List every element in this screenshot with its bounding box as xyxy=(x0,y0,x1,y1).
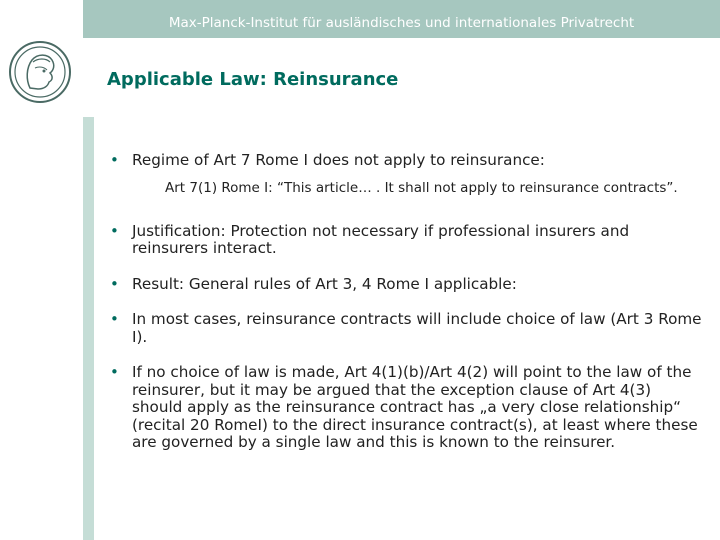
institute-name: Max-Planck-Institut für ausländisches und internationales Privatrecht xyxy=(168,15,635,31)
side-strip xyxy=(83,117,94,540)
bullet-text: Result: General rules of Art 3, 4 Rome I applicable: xyxy=(132,274,517,293)
bullet-item xyxy=(110,152,706,170)
minerva-logo-icon xyxy=(8,40,72,104)
slide-body xyxy=(110,152,706,470)
bullet-item xyxy=(110,311,706,346)
bullet-text: If no choice of law is made, Art 4(1)(b)/Art 4(2) will point to the law of the reinsurer, but it may be argued that the exception clause of Art 4(3) should apply as the reinsurance contract has „a very close relationship“ (recital 20 RomeI) to the direct insurance contract(s), at least where these are governed by a single law and this is known to the reinsurer. xyxy=(132,363,698,451)
sub-quote: Art 7(1) Rome I: “This article… . It shall not apply to reinsurance contracts”. xyxy=(165,179,678,196)
bullet-icon: • xyxy=(110,274,119,293)
slide-title: Applicable Law: Reinsurance xyxy=(107,69,399,90)
bullet-text: Regime of Art 7 Rome I does not apply to reinsurance: xyxy=(132,151,545,169)
bullet-icon: • xyxy=(110,310,119,328)
bullet-text: Justification: Protection not necessary if professional insurers and reinsurers interact. xyxy=(132,221,630,257)
bullet-item xyxy=(110,364,706,452)
bullet-icon: • xyxy=(110,221,119,240)
bullet-item xyxy=(110,276,706,294)
bullet-icon: • xyxy=(110,151,119,169)
bullet-text: In most cases, reinsurance contracts will include choice of law (Art 3 Rome I). xyxy=(132,310,702,346)
bullet-item xyxy=(110,223,706,258)
bullet-icon: • xyxy=(110,363,119,381)
